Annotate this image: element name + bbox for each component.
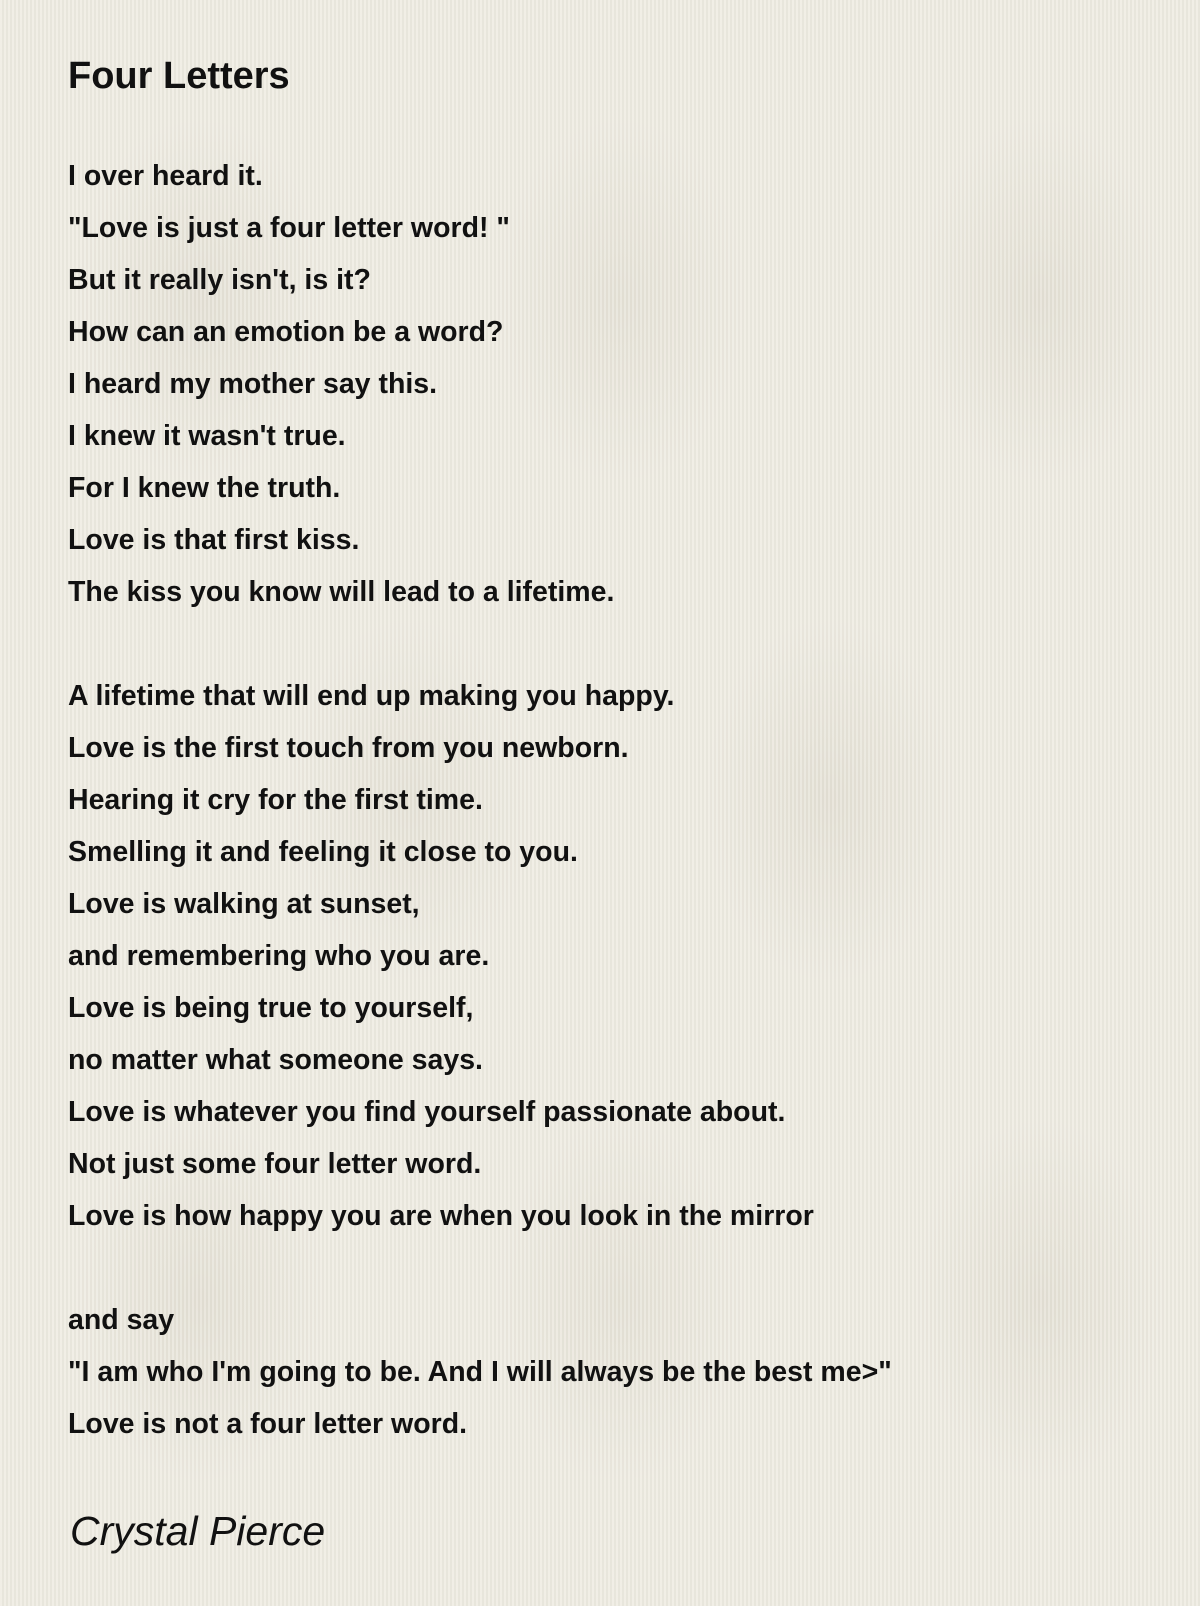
- poem-line: But it really isn't, is it?: [68, 264, 371, 296]
- poem-line: Smelling it and feeling it close to you.: [68, 836, 578, 868]
- poem-line: Love is not a four letter word.: [68, 1408, 468, 1440]
- poem-line: I knew it wasn't true.: [68, 420, 346, 452]
- poem-line: "I am who I'm going to be. And I will always be the best me>": [68, 1356, 892, 1388]
- poem-line: A lifetime that will end up making you happy.: [68, 680, 675, 712]
- poem-line: and say: [68, 1304, 175, 1336]
- poem-line: Not just some four letter word.: [68, 1148, 482, 1180]
- poem-line: Love is being true to yourself,: [68, 992, 474, 1024]
- poem-line: Love is whatever you find yourself passionate about.: [68, 1096, 786, 1128]
- poem-line: Love is the first touch from you newborn.: [68, 732, 629, 764]
- poem-line: Love is how happy you are when you look in the mirror: [68, 1200, 814, 1232]
- poem-title: Four Letters: [68, 55, 290, 97]
- poem-line: Hearing it cry for the first time.: [68, 784, 483, 816]
- stanza-break: [68, 618, 1148, 670]
- stanza-2: [68, 670, 1148, 1242]
- stanza-1: [68, 150, 1148, 618]
- stanza-break: [68, 1242, 1148, 1294]
- poem-line: For I knew the truth.: [68, 472, 341, 504]
- poem-line: The kiss you know will lead to a lifetime.: [68, 576, 615, 608]
- poem-author: Crystal Pierce: [70, 1508, 326, 1554]
- poem-line: Love is walking at sunset,: [68, 888, 420, 920]
- stanza-3: [68, 1294, 1148, 1450]
- poem-line: I over heard it.: [68, 160, 263, 192]
- poem-line: How can an emotion be a word?: [68, 316, 504, 348]
- poem-line: and remembering who you are.: [68, 940, 490, 972]
- poem-line: "Love is just a four letter word! ": [68, 212, 510, 244]
- poem-line: Love is that first kiss.: [68, 524, 360, 556]
- poem-line: no matter what someone says.: [68, 1044, 483, 1076]
- poem-line: I heard my mother say this.: [68, 368, 438, 400]
- poem-body: [68, 150, 1148, 1450]
